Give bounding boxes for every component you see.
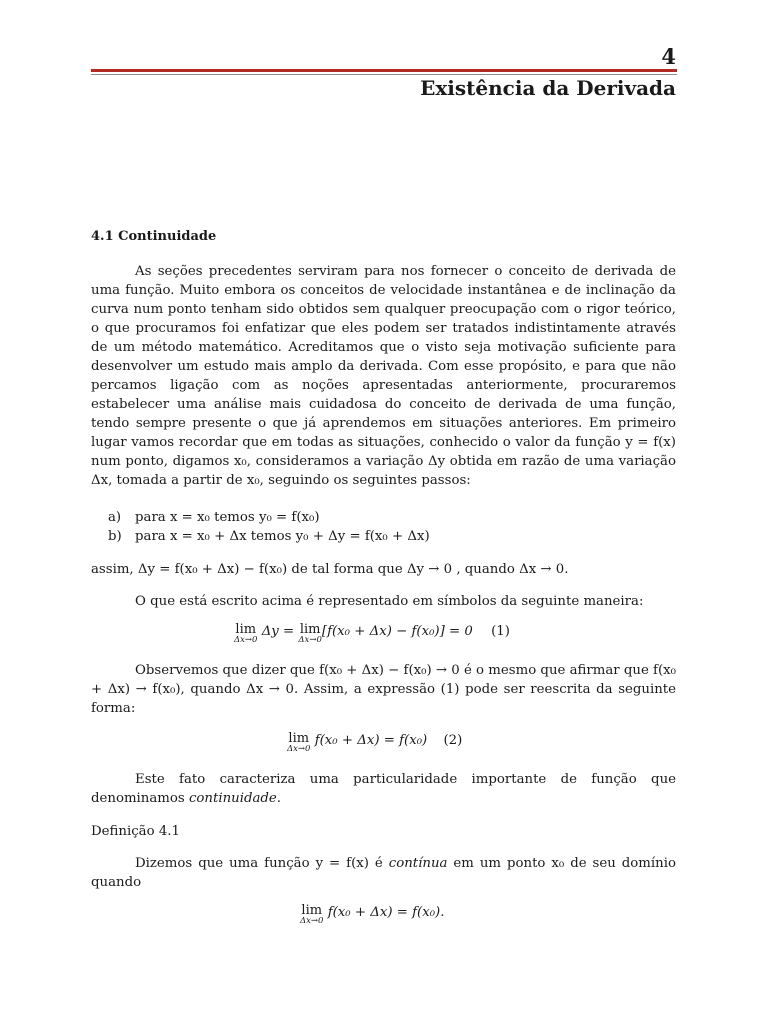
list-item-b-label: b) [108, 529, 122, 544]
eq1-right: [f(x₀ + Δx) − f(x₀)] = 0 [321, 624, 473, 639]
header-rule-gray [91, 74, 677, 75]
list-item-a [108, 508, 320, 527]
chapter-number: 4 [661, 44, 676, 69]
list-item-b-text: para x = x₀ + Δx temos y₀ + Δy = f(x₀ + Δx) [135, 529, 430, 544]
term-continuidade: continuidade [188, 791, 277, 806]
list-item-a-text: para x = x₀ temos y₀ = f(x₀) [135, 510, 320, 525]
paragraph-intro: As seções precedentes serviram para nos fornecer o conceito de derivada de uma função. Muito embora os conceitos de velocidade instantânea e de inclinação da curva num ponto tenham sido obtidos sem qualquer preocupação com o rigor teórico, o que procuramos foi enfatizar que eles podem ser tratados indistintamente através de um método matemático. Acreditamos que o visto seja motivação suficiente para desenvolver um estudo mais amplo da derivada. Com esse propósito, e para que não percamos ligação com as noções apresentadas anteriormente, procuraremos estabelecer uma análise mais cuidadosa do conceito de derivada de uma função, tendo sempre presente o que já aprendemos em situações anteriores. Em primeiro lugar vamos recordar que em todas as situações, conhecido o valor da função y = f(x) num ponto, digamos x₀, consideramos a variação Δy obtida em razão de uma variação Δx, tomada a partir de x₀, seguindo os seguintes passos: [91, 264, 676, 488]
eq1-number: (1) [491, 624, 510, 639]
paragraph-continuidade: Este fato caracteriza uma particularidade importante de função que denominamos continuidade. [91, 772, 676, 806]
eq3-body: f(x₀ + Δx) = f(x₀). [327, 905, 445, 920]
chapter-title: Existência da Derivada [420, 76, 676, 100]
eq1-limit: lim Δx→0 [234, 622, 258, 645]
eq3-limit: lim Δx→0 [300, 903, 324, 926]
section-title: 4.1 Continuidade [91, 229, 217, 244]
eq2-body: f(x₀ + Δx) = f(x₀) [314, 733, 428, 748]
list-item-a-label: a) [108, 510, 122, 525]
header-rule-red [91, 69, 677, 72]
eq1-limit-2: lim Δx→0 [298, 622, 322, 645]
paragraph-assim: assim, Δy = f(x₀ + Δx) − f(x₀) de tal forma que Δy → 0 , quando Δx → 0. [91, 562, 569, 577]
eq2-number: (2) [443, 733, 463, 748]
equation-3 [300, 905, 444, 927]
eq1-left: Δy = [261, 624, 295, 639]
paragraph-symbols: O que está escrito acima é representado em símbolos da seguinte maneira: [135, 594, 644, 609]
paragraph-definition: Dizemos que uma função y = f(x) é contínua em um ponto x₀ de seu domínio quando [91, 856, 676, 890]
equation-2 [287, 733, 462, 755]
term-continua: contínua [388, 856, 448, 871]
equation-1 [234, 624, 510, 646]
paragraph-observemos: Observemos que dizer que f(x₀ + Δx) − f(x₀) → 0 é o mesmo que afirmar que f(x₀ + Δx) → f(x₀), quando Δx → 0. Assim, a expressão (1) pode ser reescrita da seguinte forma: [91, 663, 676, 716]
definition-label: Definição 4.1 [91, 824, 180, 839]
eq2-limit: lim Δx→0 [287, 731, 311, 754]
list-item-b [108, 527, 430, 546]
